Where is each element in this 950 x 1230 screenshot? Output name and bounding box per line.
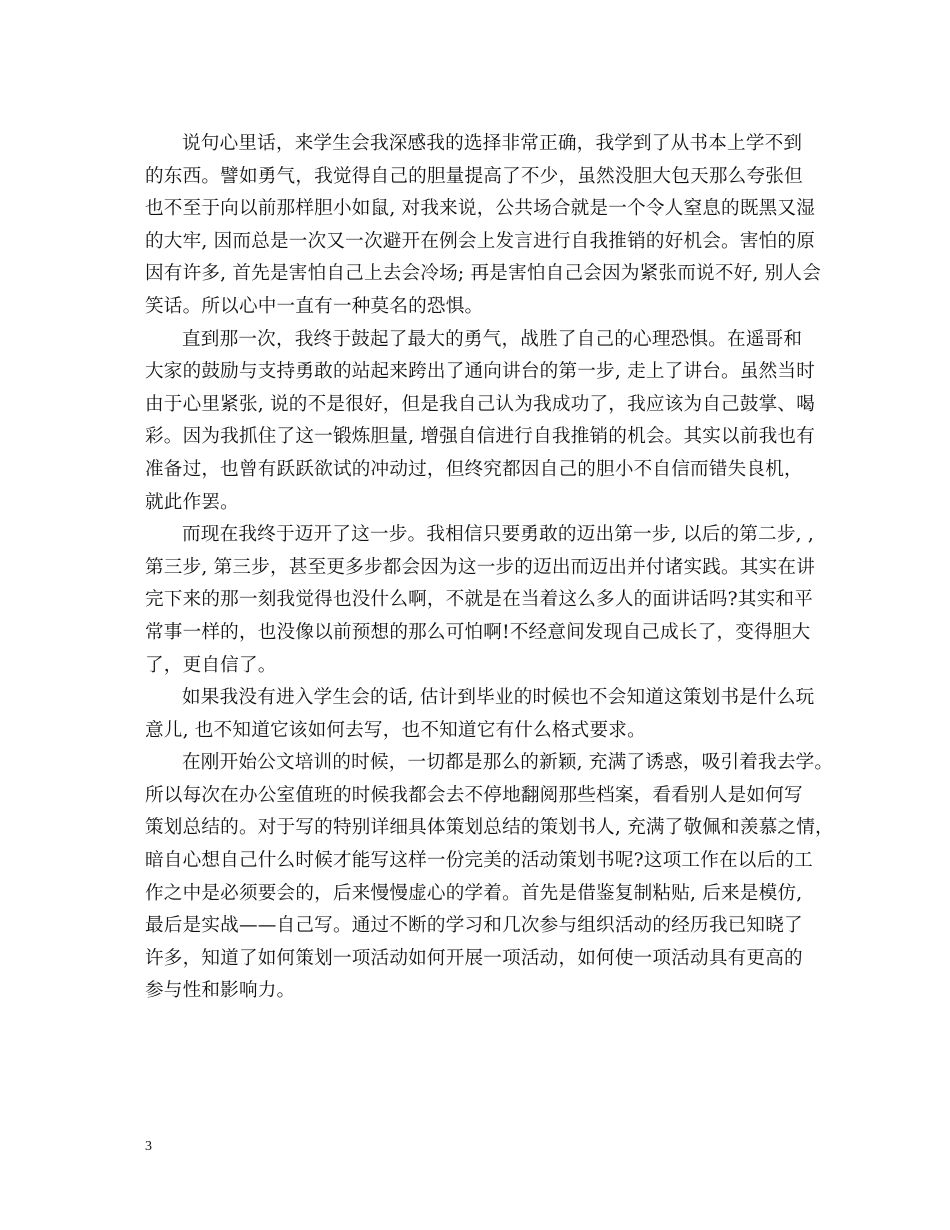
paragraph-5-line-2: 所以每次在办公室值班的时候我都会去不停地翻阅那些档案，看看别人是如何写 — [145, 784, 803, 806]
paragraph-2-line-6: 就此作罢。 — [145, 491, 239, 513]
paragraph-3-line-1: 而现在我终于迈开了这一步。我相信只要勇敢的迈出第一步, 以后的第二步, , — [182, 524, 814, 546]
paragraph-5-line-3: 策划总结的。对于写的特别详细具体策划总结的策划书人, 充满了敬佩和羡慕之情， — [145, 817, 834, 839]
paragraph-5-line-7: 许多，知道了如何策划一项活动如何开展一项活动，如何使一项活动具有更高的 — [145, 947, 803, 969]
paragraph-1-line-6: 笑话。所以心中一直有一种莫名的恐惧。 — [145, 295, 484, 317]
paragraph-4-line-1: 如果我没有进入学生会的话, 估计到毕业的时候也不会知道这策划书是什么玩 — [182, 687, 815, 709]
paragraph-2-line-4: 彩。因为我抓住了这一锻炼胆量, 增强自信进行自我推销的机会。其实以前我也有 — [145, 426, 816, 448]
body-text — [145, 128, 834, 1008]
paragraph-3-line-3: 完下来的那一刻我觉得也没什么啊，不就是在当着这么多人的面讲话吗?其实和平 — [145, 589, 813, 611]
paragraph-1-line-1: 说句心里话，来学生会我深感我的选择非常正确，我学到了从书本上学不到 — [182, 133, 803, 154]
paragraph-1-line-4: 的大牢, 因而总是一次又一次避开在例会上发言进行自我推销的好机会。害怕的原 — [145, 230, 816, 252]
paragraph-1-line-3: 也不至于向以前那样胆小如鼠, 对我来说，公共场合就是一个令人窒息的既黑又湿 — [145, 198, 816, 220]
page-number: 3 — [145, 1139, 152, 1154]
paragraph-2-line-1: 直到那一次，我终于鼓起了最大的勇气，战胜了自己的心理恐惧。在遥哥和 — [182, 328, 803, 350]
paragraph-2-line-2: 大家的鼓励与支持勇敢的站起来跨出了通向讲台的第一步, 走上了讲台。虽然当时 — [145, 361, 816, 383]
paragraph-5-line-5: 作之中是必须要会的，后来慢慢虚心的学着。首先是借鉴复制粘贴, 后来是模仿, — [145, 882, 803, 904]
paragraph-3-line-2: 第三步, 第三步，甚至更多步都会因为这一步的迈出而迈出并付诸实践。其实在讲 — [145, 556, 816, 578]
paragraph-5-line-6: 最后是实战——自己写。通过不断的学习和几次参与组织活动的经历我已知晓了 — [145, 915, 803, 937]
paragraph-1-line-2: 的东西。譬如勇气，我觉得自己的胆量提高了不少，虽然没胆大包天那么夸张但 — [145, 165, 803, 187]
paragraph-5-line-4: 暗自心想自己什么时候才能写这样一份完美的活动策划书呢?这项工作在以后的工 — [145, 850, 813, 872]
paragraph-2-line-3: 由于心里紧张, 说的不是很好，但是我自己认为我成功了，我应该为自己鼓掌、喝 — [145, 393, 816, 415]
paragraph-3-line-4: 常事一样的，也没像以前预想的那么可怕啊!不经意间发现自己成长了，变得胆大 — [145, 621, 811, 643]
paragraph-2-line-5: 准备过，也曾有跃跃欲试的冲动过，但终究都因自己的胆小不自信而错失良机， — [145, 458, 803, 480]
paragraph-5-line-8: 参与性和影响力。 — [145, 980, 296, 1002]
paragraph-5-line-1: 在刚开始公文培训的时候，一切都是那么的新颖, 充满了诱惑，吸引着我去学。 — [182, 752, 834, 774]
paragraph-1-line-5: 因有许多, 首先是害怕自己上去会冷场; 再是害怕自己会因为紧张而说不好, 别人会 — [145, 263, 822, 285]
paragraph-4-line-2: 意儿, 也不知道它该如何去写，也不知道它有什么格式要求。 — [145, 719, 646, 741]
paragraph-3-line-5: 了，更自信了。 — [145, 654, 277, 676]
